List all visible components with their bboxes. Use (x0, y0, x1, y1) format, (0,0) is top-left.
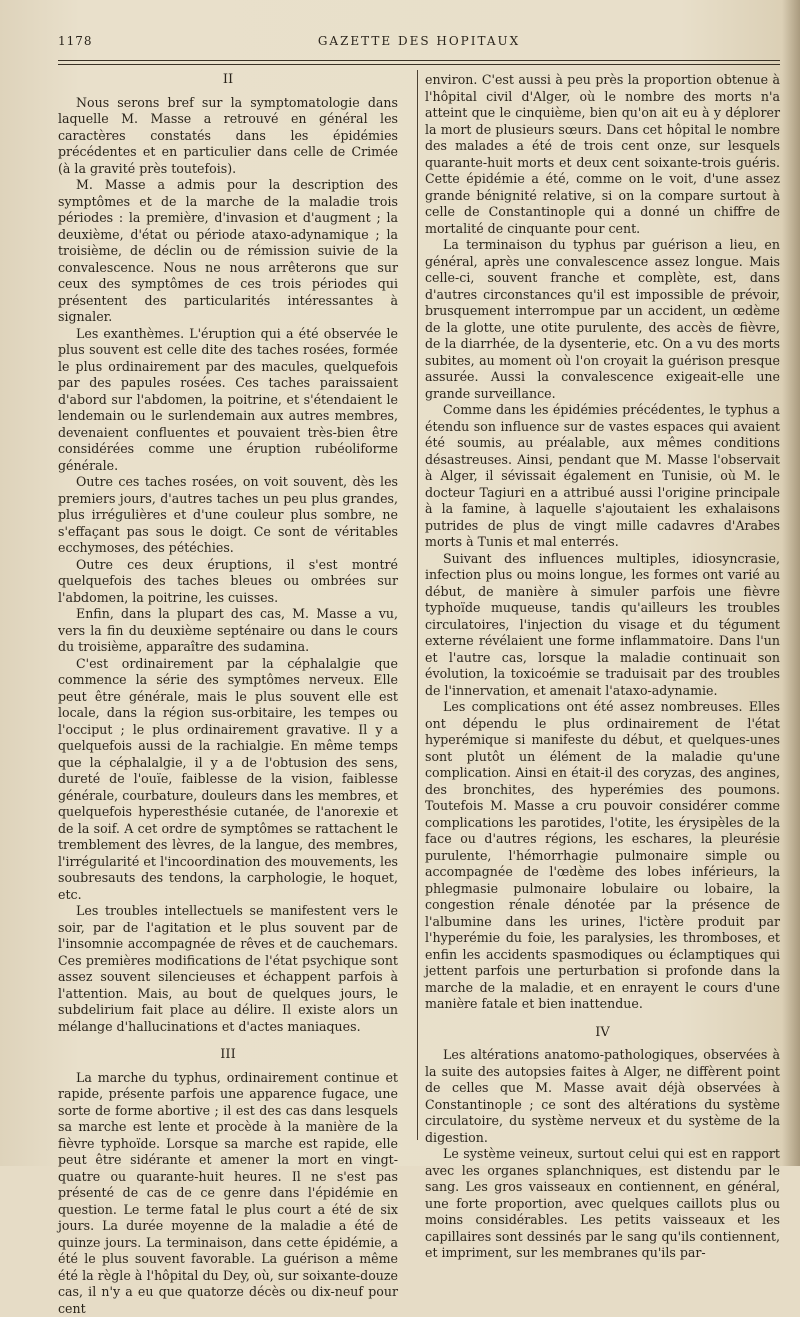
page-number: 1178 (58, 34, 93, 48)
paragraph: Enfin, dans la plupart des cas, M. Masse a vu, vers la fin du deuxième septénaire ou dans le cours du troisième, apparaître des sudamina. (58, 606, 398, 656)
paragraph: Suivant des influences multiples, idiosyncrasie, infection plus ou moins longue, les formes ont varié au début, de manière à simuler parfois une fièvre typhoïde muqueuse, tandis qu'ailleurs les troubles circulatoires, l'injection du visage et du tégument externe révélaient une forme inflammatoire. Dans l'un et l'autre cas, lorsque la maladie continuait son évolution, la toxicoémie se traduisait par des troubles de l'innervation, et amenait l'ataxo-adynamie. (425, 551, 780, 700)
paragraph: M. Masse a admis pour la description des symptômes et de la marche de la maladie trois périodes : la première, d'invasion et d'augment ; la deuxième, d'état ou période ataxo-adynamique ; la troisième, de déclin ou de rémission suivie de la convalescence. Nous ne nous arrêterons que sur ceux des symptômes de ces trois périodes qui présentent des particularités intéressantes à signaler. (58, 177, 398, 326)
paragraph: Nous serons bref sur la symptomatologie dans laquelle M. Masse a retrouvé en général les caractères constatés dans les épidémies précédentes et en particulier dans celle de Crimée (à la gravité près toutefois). (58, 95, 398, 178)
paragraph: Les exanthèmes. L'éruption qui a été observée le plus souvent est celle dite des taches rosées, formée le plus ordinairement par des macules, quelquefois par des papules rosées. Ces taches paraissaient d'abord sur l'abdomen, la poitrine, et s'étendaient le lendemain ou le surlendemain aux autres membres, devenaient confluentes et pouvaient très-bien être considérées comme une éruption rubéoliforme générale. (58, 326, 398, 475)
paragraph: Les altérations anatomo-pathologiques, observées à la suite des autopsies faites à Alger, ne diffèrent point de celles que M. Masse avait déjà observées à Constantinople ; ce sont des altérations du système circulatoire, du système nerveux et du système de la digestion. (425, 1047, 780, 1146)
page-header (58, 34, 780, 54)
paragraph: La marche du typhus, ordinairement continue et rapide, présente parfois une apparence fugace, une sorte de forme abortive ; il est des cas dans lesquels sa marche est lente et procède à la manière de la fièvre typhoïde. Lorsque sa marche est rapide, elle peut être sidérante et amener la mort en vingt-quatre ou quarante-huit heures. Il ne s'est pas présenté de cas de ce genre dans l'épidémie en question. Le terme fatal le plus court a été de six jours. La durée moyenne de la maladie a été de quinze jours. La terminaison, dans cette épidémie, a été le plus souvent favorable. La guérison a même été la règle à l'hôpital du Dey, où, sur soixante-douze cas, il n'y a eu que quatorze décès ou dix-neuf pour cent (58, 1070, 398, 1317)
paragraph: Outre ces deux éruptions, il s'est montré quelquefois des taches bleues ou ombrées sur l'abdomen, la poitrine, les cuisses. (58, 557, 398, 607)
section-heading-3: III (58, 1047, 398, 1064)
journal-title: GAZETTE DES HOPITAUX (58, 34, 780, 48)
paragraph: Les complications ont été assez nombreuses. Elles ont dépendu le plus ordinairement de l'état hyperémique si manifeste du début, et quelques-unes sont plutôt un élément de la maladie qu'une complication. Ainsi en était-il des coryzas, des angines, des bronchites, des hyperémies des poumons. Toutefois M. Masse a cru pouvoir considérer comme complications les parotides, l'otite, les érysipèles de la face ou d'autres régions, les eschares, la pleurésie purulente, l'hémorrhagie pulmonaire simple ou accompagnée de l'œdème des lobes inférieurs, la phlegmasie pulmonaire lobulaire ou lobaire, la congestion rénale dénotée par la présence de l'albumine dans les urines, l'ictère produit par l'hyperémie du foie, les paralysies, les thromboses, et enfin les accidents spasmodiques ou éclamptiques qui jettent parfois une perturbation si profonde dans la marche de la maladie, et en enrayent le cours d'une manière fatale et bien inattendue. (425, 699, 780, 1013)
paragraph: Le système veineux, surtout celui qui est en rapport avec les organes splanchniques, est distendu par le sang. Les gros vaisseaux en contiennent, en général, une forte proportion, avec quelques caillots plus ou moins considérables. Les petits vaisseaux et les capillaires sont dessinés par le sang qu'ils contiennent, et impriment, sur les membranes qu'ils par- (425, 1146, 780, 1262)
paragraph: Outre ces taches rosées, on voit souvent, dès les premiers jours, d'autres taches un peu plus grandes, plus irrégulières et d'une couleur plus sombre, ne s'effaçant pas sous le doigt. Ce sont de véritables ecchymoses, des pétéchies. (58, 474, 398, 557)
column-divider (417, 70, 418, 1140)
paragraph: La terminaison du typhus par guérison a lieu, en général, après une convalescence assez longue. Mais celle-ci, souvent franche et complète, est, dans d'autres circonstances qu'il est impossible de prévoir, brusquement interrompue par un accident, un œdème de la glotte, une otite purulente, des accès de fièvre, de la diarrhée, de la dysenterie, etc. On a vu des morts subites, au moment où l'on croyait la guérison presque assurée. Aussi la convalescence exigeait-elle une grande surveillance. (425, 237, 780, 402)
paragraph: Comme dans les épidémies précédentes, le typhus a étendu son influence sur de vastes espaces qui avaient été soumis, au préalable, aux mêmes conditions désastreuses. Ainsi, pendant que M. Masse l'observait à Alger, il sévissait également en Tunisie, où M. le docteur Tagiuri en a attribué aussi l'origine principale à la famine, à laquelle s'ajoutaient les exhalaisons putrides de plus de vingt mille cadavres d'Arabes morts à Tunis et mal enterrés. (425, 402, 780, 551)
header-rule-thick (58, 60, 780, 61)
paragraph: Les troubles intellectuels se manifestent vers le soir, par de l'agitation et le plus souvent par de l'insomnie accompagnée de rêves et de cauchemars. Ces premières modifications de l'état psychique sont assez souvent silencieuses et échappent parfois à l'attention. Mais, au bout de quelques jours, le subdelirium fait place au délire. Il existe alors un mélange d'hallucinations et d'actes maniaques. (58, 903, 398, 1035)
header-rule-thin (58, 64, 780, 65)
section-heading-2: II (58, 72, 398, 89)
left-column (58, 72, 398, 1317)
right-column (425, 72, 780, 1262)
page-edge-shadow (782, 0, 800, 1166)
section-heading-4: IV (425, 1025, 780, 1042)
paragraph: C'est ordinairement par la céphalalgie que commence la série des symptômes nerveux. Elle peut être générale, mais le plus souvent elle est locale, dans la région sus-orbitaire, les tempes ou l'occiput ; le plus ordinairement gravative. Il y a quelquefois aussi de la rachialgie. En même temps que la céphalalgie, il y a de l'obtusion des sens, dureté de l'ouïe, faiblesse de la vision, faiblesse générale, courbature, douleurs dans les membres, et quelquefois hyperesthésie cutanée, de l'anorexie et de la soif. A cet ordre de symptômes se rattachent le tremblement des lèvres, de la langue, des membres, l'irrégularité et l'incoordination des mouvements, les soubresauts des tendons, la carphologie, le hoquet, etc. (58, 656, 398, 904)
paragraph: environ. C'est aussi à peu près la proportion obtenue à l'hôpital civil d'Alger, où le nombre des morts n'a atteint que le cinquième, bien qu'on ait eu à y déplorer la mort de plusieurs sœurs. Dans cet hôpital le nombre des malades a été de trois cent onze, sur lesquels quarante-huit morts et deux cent soixante-trois guéris. Cette épidémie a été, comme on le voit, d'une assez grande bénignité relative, si on la compare surtout à celle de Constantinople qui a donné un chiffre de mortalité de cinquante pour cent. (425, 72, 780, 237)
